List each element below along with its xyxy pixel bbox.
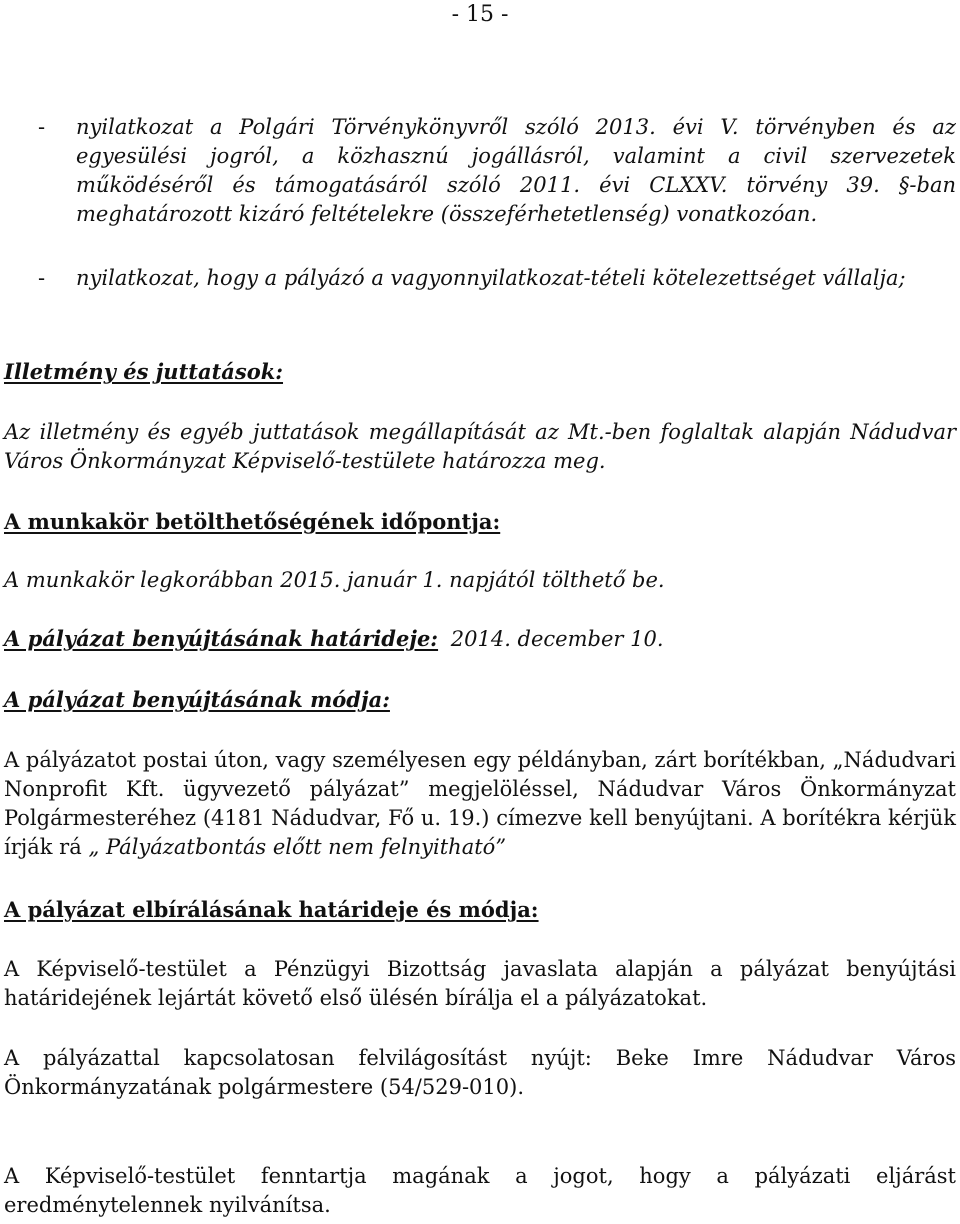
heading-text: A pályázat benyújtásának határideje: [4,626,439,651]
heading-text: Illetmény és juttatások: [4,359,284,384]
envelope-request-text: A borítékra kérjük írják rá [4,806,956,859]
section-body-modja [4,746,956,862]
section-heading-betoltheto [4,507,956,537]
bullet-dash: - [38,115,46,139]
section-body-elbiralas: A Képviselő-testület a Pénzügyi Bizottság javaslata alapján a pályázat benyújtási határidejének lejártát követő első ülésén bírálja el a pályázatokat. [4,957,956,1010]
section-heading-modja [4,685,956,715]
section-body-betoltheto: A munkakör legkorábban 2015. január 1. napjától tölthető be. [4,568,665,592]
heading-text: A pályázat elbírálásának határideje és módja: [4,897,539,922]
section-heading-hatarido [4,624,956,654]
envelope-label-text: „ Pályázatbontás előtt nem felnyitható” [88,835,507,859]
reservation-paragraph: A Képviselő-testület fenntartja magának a jogot, hogy a pályázati eljárást eredménytelennek nyilvánítsa. [4,1164,956,1217]
bullet-dash: - [38,266,46,290]
heading-text: A pályázat benyújtásának módja: [4,687,390,712]
bullet-item-2 [38,264,956,293]
deadline-value: 2014. december 10. [450,627,664,651]
submission-text: A pályázatot postai úton, vagy személyesen egy példányban, zárt borítékban, „Nádudvari Nonprofit Kft. ügyvezető pályázat” megjelöléssel, Nádudvar Város Önkormányzat Polgármesteréhez (4181 Nádudvar, Fő u. 19.) címezve kell benyújtani. [4,748,956,830]
bullet-text: nyilatkozat, hogy a pályázó a vagyonnyilatkozat-tételi kötelezettséget vállalja; [76,266,906,290]
section-heading-elbiralas [4,895,956,925]
heading-text: A munkakör betölthetőségének időpontja: [4,509,501,534]
section-heading-illetmeny [4,357,956,387]
bullet-item-1 [38,113,956,229]
section-body-illetmeny: Az illetmény és egyéb juttatások megállapítását az Mt.-ben foglaltak alapján Nádudvar Város Önkormányzat Képviselő-testülete határozza meg. [4,420,956,473]
page-number: - 15 - [451,2,509,27]
bullet-text: nyilatkozat a Polgári Törvénykönyvről szóló 2013. évi V. törvényben és az egyesülési jogról, a közhasznú jogállásról, valamint a civil szervezetek működéséről és támogatásáról szóló 2011. évi CLXXV. törvény 39. §-ban meghatározott kizáró feltételekre (összeférhetetlenség) vonatkozóan. [76,115,956,226]
contact-paragraph: A pályázattal kapcsolatosan felvilágosítást nyújt: Beke Imre Nádudvar Város Önkormányzatának polgármestere (54/529-010). [4,1046,956,1099]
